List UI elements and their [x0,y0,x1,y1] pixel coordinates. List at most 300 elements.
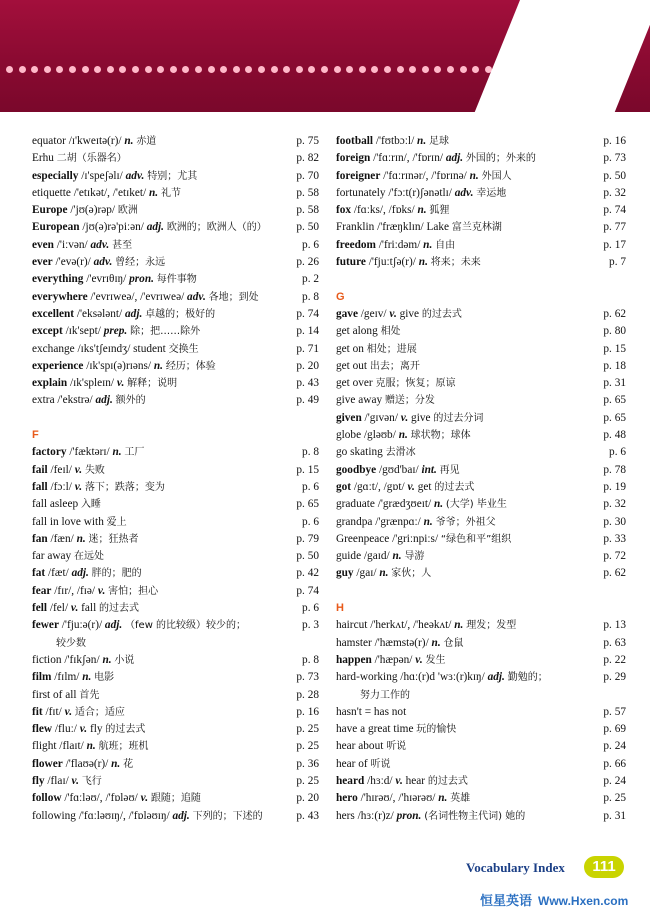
entry-text [32,773,102,790]
entry-text [32,721,145,738]
page-ref: p. 48 [603,429,626,442]
entry-text [336,219,502,236]
headword: freedom [336,238,376,251]
vocab-entry [336,358,626,375]
vocab-entry [336,323,626,340]
banner-dot [19,66,26,73]
entry-text [32,341,199,358]
page-ref: p. 13 [603,619,626,632]
entry-text [336,341,417,358]
vocab-entry [32,185,319,202]
banner-dot [69,66,76,73]
headword: fall [32,480,48,493]
banner-dot [182,66,189,73]
left-column [32,133,319,825]
phonetic: /'fʊtbɔːl/ [373,135,418,147]
phonetic: /geɪv/ [357,307,390,320]
chinese-meaning: 自由 [435,239,456,251]
chinese-meaning: 甚至 [112,239,133,251]
phonetic: /fɑːks/, /fɒks/ [351,204,418,217]
entry-text [32,271,197,288]
phonetic: /ɪk'spɪ(ə)rɪəns/ [83,359,154,372]
page-ref: p. 16 [296,705,319,718]
part-of-speech: n. [86,740,96,753]
page-ref: p. 58 [296,186,319,199]
part-of-speech: v. [79,723,88,736]
part-of-speech: n. [111,757,121,770]
part-of-speech: n. [469,169,479,182]
entry-text [336,652,446,669]
headword: film [32,671,52,684]
entry-text [32,790,201,807]
vocab-entry [32,202,319,219]
chinese-meaning: 入睡 [80,499,101,511]
watermark-url: Www.Hxen.com [538,894,629,908]
vocab-entry [32,514,319,531]
page-ref: p. 29 [603,671,626,684]
vocab-entry [32,669,319,686]
chinese-meaning: “绿色和平”组织 [440,533,512,545]
page-ref: p. 20 [296,359,319,372]
vocab-entry [32,790,319,807]
page-ref: p. 14 [296,325,319,338]
entry-text [336,738,406,755]
page-ref: p. 6 [302,602,319,615]
chinese-meaning: 的过去式 [434,481,475,493]
phonetic: /fel/ [47,602,71,615]
chinese-meaning: 飞行 [81,775,102,787]
page-ref: p. 22 [603,653,626,666]
page-ref: p. 65 [603,411,626,424]
phonetic: /flaɪ/ [44,774,72,787]
vocab-entry [32,150,319,167]
vocab-list-g [336,306,626,583]
vocab-entry [32,756,319,773]
chinese-meaning: 经历；体验 [165,360,216,372]
phonetic: /fæt/ [45,567,72,580]
vocab-entry [32,565,319,582]
vocab-entry [32,341,319,358]
page-ref: p. 25 [603,792,626,805]
phonetic: /ɪ'speʃəlɪ/ [78,169,126,182]
page-ref: p. 6 [302,238,319,251]
page-ref: p. 50 [603,169,626,182]
page-ref: p. 70 [296,169,319,182]
part-of-speech: n. [423,238,433,251]
banner-dot [271,66,278,73]
headword: football [336,135,374,147]
part-of-speech: pron. [129,273,154,286]
chinese-meaning: (名词性物主代词) 她的 [424,810,526,822]
part-of-speech: v. [70,602,79,615]
part-of-speech: v. [74,463,83,476]
chinese-meaning: 爷爷；外祖父 [435,516,496,528]
entry-text [32,219,267,236]
part-of-speech: n. [124,135,134,147]
page-ref: p. 74 [603,204,626,217]
page-ref: p. 80 [603,325,626,338]
vocab-entry [32,583,319,600]
vocab-list-h [336,617,626,825]
headword: fan [32,532,48,545]
vocab-entry [336,168,626,185]
phonetic: /jʊ(ə)rə'piːən/ [79,221,147,234]
page-ref: p. 25 [296,774,319,787]
vocab-entry [32,548,319,565]
part-of-speech: adv. [187,290,206,303]
entry-text [336,808,525,825]
entry-text [336,548,424,565]
section-letter-f: F [32,429,39,442]
vocab-entry [336,410,626,427]
phonetic: hasn't = has not [336,705,407,718]
chinese-meaning: (大学) 毕业生 [445,499,507,511]
entry-text [32,548,104,565]
page-ref: p. 6 [302,480,319,493]
page-ref: p. 74 [296,584,319,597]
phonetic: /ɪk'sept/ [62,325,104,338]
entry-text [336,427,471,444]
phonetic: /ɪk'spleɪn/ [67,377,117,390]
part-of-speech: adj. [71,567,89,580]
entry-text [336,237,455,254]
vocab-entry [32,254,319,271]
vocab-entry [336,133,626,150]
chinese-meaning: 勤勉的； [507,672,548,684]
chinese-meaning: 除；把……除外 [130,326,201,338]
banner-dot [94,66,101,73]
page-ref: p. 72 [603,550,626,563]
vocab-entry [336,202,626,219]
vocab-entry [32,219,319,236]
chinese-meaning: 的过去分词 [433,412,484,424]
chinese-meaning: 电影 [94,672,115,684]
phonetic: get out [336,359,370,372]
phonetic: Greenpeace /'griːnpiːs/ [336,532,441,545]
headword: explain [32,377,68,390]
page-ref: p. 28 [296,688,319,701]
banner-dot [157,66,164,73]
vocab-entry [336,635,626,652]
vocab-entry [32,133,319,150]
entry-text [32,704,125,721]
part-of-speech: adj. [125,307,143,320]
page-ref: p. 16 [603,135,626,147]
vocab-entry [336,237,626,254]
entry-text [32,323,200,340]
phonetic: /'fjuːə(r)/ [58,619,105,632]
chinese-meaning: 相处 [380,326,401,338]
entry-text [32,565,142,582]
phonetic: etiquette /'etɪkət/, /'etɪket/ [32,186,150,199]
phonetic: /'iːvən/ [53,238,91,251]
headword: except [32,325,63,338]
part-of-speech: n. [379,567,389,580]
headword: happen [336,653,372,666]
chinese-meaning: （few 的比较级）较少的； [125,620,247,632]
vocab-entry [336,254,626,271]
banner-dot [460,66,467,73]
chinese-meaning: 外国人 [481,170,512,182]
chinese-meaning: 导游 [404,551,425,563]
page-ref: p. 8 [302,290,319,303]
headword: flew [32,723,53,736]
entry-text [32,617,246,634]
entry-text [32,150,127,167]
phonetic: /gɑːt/, /gɒt/ [351,480,408,493]
entry-text [336,410,483,427]
phonetic: grandpa /'grænpɑː/ [336,515,424,528]
part-of-speech: v. [64,705,73,718]
banner-dot [346,66,353,73]
watermark [480,890,628,909]
page-ref: p. 15 [603,342,626,355]
vocab-entry [336,427,626,444]
vocab-entry [336,531,626,548]
entry-text [336,444,416,461]
vocab-entry [32,721,319,738]
page-ref: p. 36 [296,757,319,770]
meaning-continued: 努力工作的 [360,689,410,701]
gloss-prefix: fall [78,602,100,615]
banner-dot [384,66,391,73]
entry-text [32,738,149,755]
part-of-speech: n. [438,792,448,805]
chinese-meaning: 解释；说明 [127,378,178,390]
chinese-meaning: 的过去式 [99,603,140,615]
page-ref: p. 50 [296,550,319,563]
entry-text [336,358,420,375]
vocab-entry [32,738,319,755]
page-ref: p. 30 [603,515,626,528]
page-ref: p. 65 [603,394,626,407]
part-of-speech: v. [74,480,83,493]
vocab-entry [336,462,626,479]
chinese-meaning: 家伙；人 [391,568,432,580]
vocab-entry [32,289,319,306]
vocab-entry [32,496,319,513]
page-ref: p. 75 [296,135,319,147]
phonetic: /fɪr/, /fɪə/ [51,584,98,597]
headword: gave [336,307,358,320]
chinese-meaning: 外国的；外来的 [465,153,536,165]
chinese-meaning: 富兰克林湖 [451,222,502,234]
page-ref: p. 77 [603,221,626,234]
banner-dot [145,66,152,73]
chinese-meaning: 各地；到处 [208,291,259,303]
phonetic: /'evə(r)/ [52,256,94,269]
banner-dot [258,66,265,73]
banner-dot [107,66,114,73]
chinese-meaning: 相处；进展 [366,343,417,355]
phonetic: have a great time [336,723,417,736]
chinese-meaning: 的过去式 [427,775,468,787]
part-of-speech: v. [400,411,409,424]
entry-text [336,565,431,582]
chinese-meaning: 航班；班机 [98,741,149,753]
vocab-entry [336,704,626,721]
part-of-speech: n. [454,619,464,632]
phonetic: guide /gaɪd/ [336,550,393,563]
entry-text [336,704,406,721]
entry-text [336,150,536,167]
phonetic: following /'fɑːləʊɪŋ/, /'fɒləʊɪŋ/ [32,809,173,822]
entry-text [32,289,259,306]
entry-text [32,392,146,409]
banner-dot [170,66,177,73]
entry-text [32,600,139,617]
page-ref: p. 69 [603,723,626,736]
phonetic: /'friːdəm/ [375,238,424,251]
part-of-speech: v. [389,307,397,320]
page-ref: p. 18 [603,359,626,372]
phonetic: hard-working /hɑː(r)d 'wɜː(r)kɪŋ/ [336,671,488,684]
entry-text [32,496,101,513]
entry-text [32,756,133,773]
page-ref: p. 63 [603,636,626,649]
vocab-entry [32,808,319,825]
right-column [336,133,626,825]
headword: fell [32,602,48,615]
gloss-prefix: hear [402,774,428,787]
entry-text [336,462,460,479]
gloss-prefix: get [414,480,435,493]
banner-dot [359,66,366,73]
vocab-entry [336,721,626,738]
chinese-meaning: 卓越的；极好的 [145,308,216,320]
page-ref: p. 6 [609,446,626,459]
page-ref: p. 25 [296,740,319,753]
vocab-entry [32,652,319,669]
part-of-speech: n. [417,135,427,147]
chinese-meaning: 在远处 [74,551,105,563]
headword: guy [336,567,354,580]
phonetic: go skating [336,446,386,459]
vocab-entry [32,462,319,479]
headword: factory [32,446,67,459]
vocab-entry [336,790,626,807]
part-of-speech: adj. [172,809,190,822]
header-banner [0,0,650,112]
headword: fox [336,204,352,217]
page-ref: p. 24 [603,740,626,753]
phonetic: /fluː/ [52,723,80,736]
page-ref: p. 73 [296,671,319,684]
vocab-entry [32,323,319,340]
watermark-cn: 恒星英语 [480,894,533,909]
vocab-entry [336,392,626,409]
page-ref: p. 3 [302,619,319,632]
chinese-meaning: 每件事物 [156,274,197,286]
page-ref: p. 79 [296,532,319,545]
phonetic: /gaɪ/ [353,567,380,580]
entry-text [32,687,99,704]
chinese-meaning: 额外的 [115,395,146,407]
page-ref: p. 50 [296,221,319,234]
gloss-prefix: give [396,307,422,320]
vocab-entry [32,444,319,461]
phonetic: graduate /'grædʒʊeɪt/ [336,498,434,511]
vocab-entry [336,808,626,825]
page-ref: p. 2 [302,273,319,286]
entry-text [336,202,449,219]
chinese-meaning: 特别；尤其 [147,170,198,182]
phonetic: /'jʊ(ə)rəp/ [67,204,118,217]
vocab-entry [336,514,626,531]
chinese-meaning: 的过去式 [105,724,146,736]
page-ref: p. 43 [296,377,319,390]
banner-dot [208,66,215,73]
entry-text [32,237,132,254]
entry-text [32,669,114,686]
chinese-meaning: 的过去式 [421,308,462,320]
banner-dot [283,66,290,73]
entry-text [336,721,456,738]
phonetic: /hɜːd/ [364,774,396,787]
part-of-speech: adj. [445,152,464,165]
part-of-speech: n. [392,550,402,563]
vocab-entry [336,565,626,582]
chinese-meaning: 下列的；下述的 [192,810,263,822]
chinese-meaning: 首先 [79,689,100,701]
part-of-speech: int. [421,463,437,476]
vocab-list-e [32,133,319,410]
chinese-meaning: 胖的；肥的 [91,568,142,580]
page-ref: p. 49 [296,394,319,407]
page-ref: p. 43 [296,809,319,822]
entry-text [336,790,470,807]
chinese-meaning: 理发；发型 [466,620,517,632]
phonetic: /'fɑːrɪn/, /'fɒrɪn/ [370,152,446,165]
phonetic: /gʊd'baɪ/ [376,463,422,476]
vocab-entry [336,548,626,565]
part-of-speech: n. [76,532,86,545]
part-of-speech: prep. [103,325,128,338]
entry-text [32,254,165,271]
banner-dot [397,66,404,73]
section-letter-g: G [336,290,345,303]
part-of-speech: n. [423,515,433,528]
chinese-meaning: 二胡（乐器名） [56,153,127,165]
entry-text [336,496,507,513]
meaning-continued: 较少数 [56,637,86,649]
phonetic: haircut /'herkʌt/, /'heəkʌt/ [336,619,455,632]
headword: Europe [32,204,68,217]
chinese-meaning: 适合；适应 [74,706,125,718]
phonetic: /fɪt/ [42,705,65,718]
vocab-entry [32,358,319,375]
phonetic: hear about [336,740,387,753]
part-of-speech: adj. [487,671,505,684]
phonetic: /'flaʊə(r)/ [62,757,112,770]
headword: excellent [32,307,75,320]
page-ref: p. 8 [302,653,319,666]
part-of-speech: adv. [90,238,110,251]
chinese-meaning: 迷；狂热者 [88,533,139,545]
banner-dot [31,66,38,73]
phonetic: first of all [32,688,80,701]
headword: got [336,480,352,493]
banner-dot [6,66,13,73]
entry-text [336,479,474,496]
banner-corner-wedge [475,0,650,112]
headword: given [336,411,362,424]
banner-dot [245,66,252,73]
page-ref: p. 74 [296,307,319,320]
entry-text [336,185,506,202]
gloss-prefix: give [408,411,434,424]
banner-dot [472,66,479,73]
